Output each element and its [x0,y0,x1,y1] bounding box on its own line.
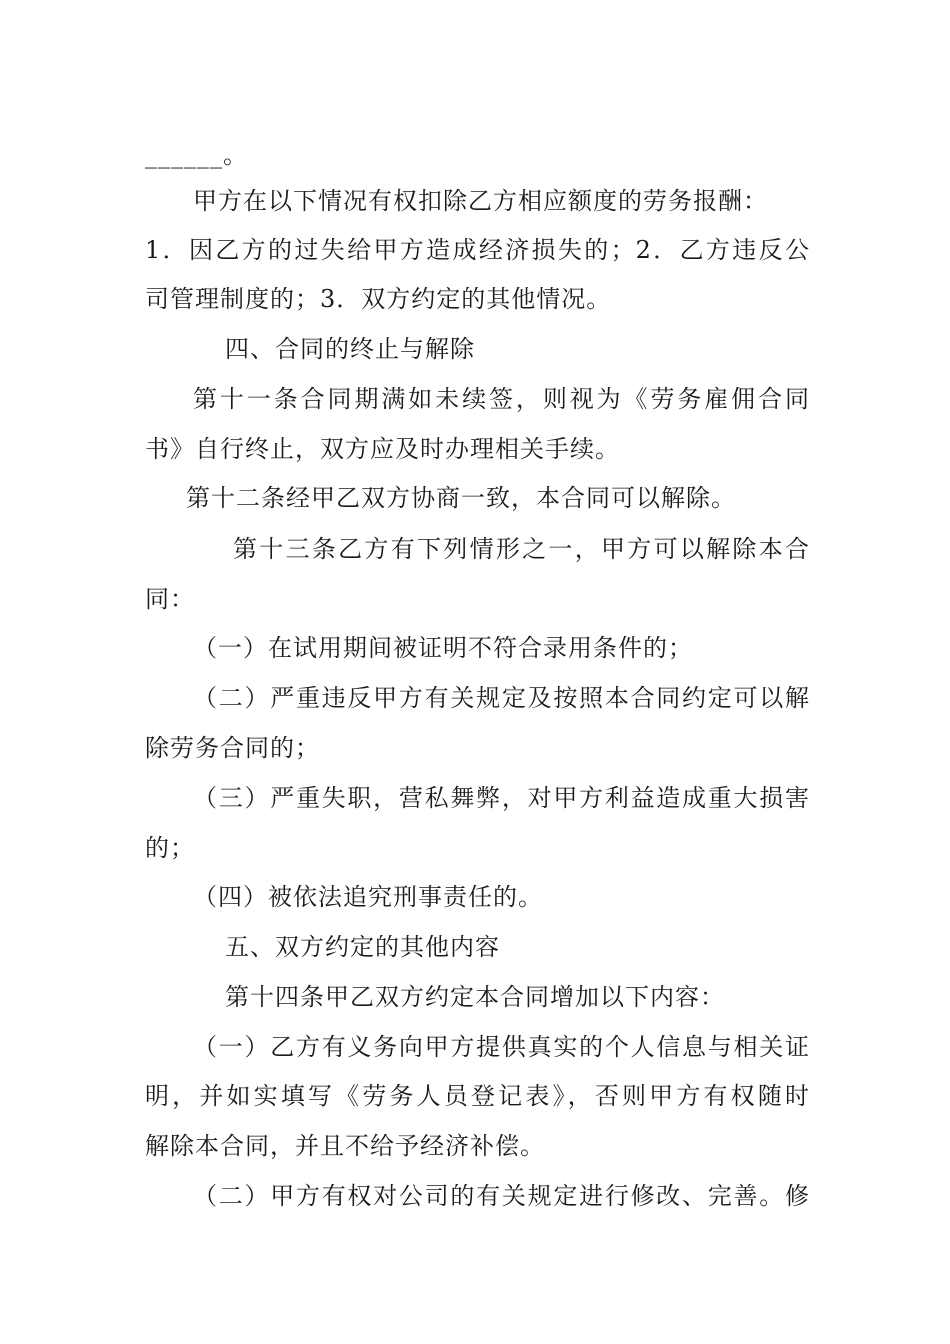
article-13-item-3-line-2: 的； [145,834,195,862]
article-14: 第十四条甲乙双方约定本合同增加以下内容： [225,983,725,1011]
section-heading-termination: 四、合同的终止与解除 [225,335,475,363]
article-13-item-2-line-1: （二）严重违反甲方有关规定及按照本合同约定可以解 [193,684,810,712]
article-13-item-3-line-1: （三）严重失职，营私舞弊，对甲方利益造成重大损害 [193,784,810,812]
article-13-item-2-line-2: 除劳务合同的； [145,734,320,762]
article-11-line-1: 第十一条合同期满如未续签，则视为《劳务雇佣合同 [193,385,810,413]
article-12: 第十二条经甲乙双方协商一致，本合同可以解除。 [186,484,736,512]
article-13-line-1: 第十三条乙方有下列情形之一，甲方可以解除本合 [233,535,810,563]
section-heading-other: 五、双方约定的其他内容 [225,933,500,961]
deduction-items-line-1: 1．因乙方的过失给甲方造成经济损失的；2．乙方违反公 [145,236,810,264]
article-14-item-2-line-1: （二）甲方有权对公司的有关规定进行修改、完善。修 [193,1182,810,1210]
article-11-line-2: 书》自行终止，双方应及时办理相关手续。 [145,435,620,463]
article-14-item-1-line-1: （一）乙方有义务向甲方提供真实的个人信息与相关证 [193,1033,810,1061]
deduction-intro: 甲方在以下情况有权扣除乙方相应额度的劳务报酬： [193,187,768,215]
deduction-items-line-2: 司管理制度的；3．双方约定的其他情况。 [145,285,612,313]
article-13-item-1: （一）在试用期间被证明不符合录用条件的； [193,634,693,662]
article-14-item-1-line-2: 明，并如实填写《劳务人员登记表》，否则甲方有权随时 [145,1082,810,1110]
article-13-line-2: 同： [145,585,195,613]
article-14-item-1-line-3: 解除本合同，并且不给予经济补偿。 [145,1132,545,1160]
blank-fill-line: ______。 [145,141,248,169]
article-13-item-4: （四）被依法追究刑事责任的。 [193,883,543,911]
